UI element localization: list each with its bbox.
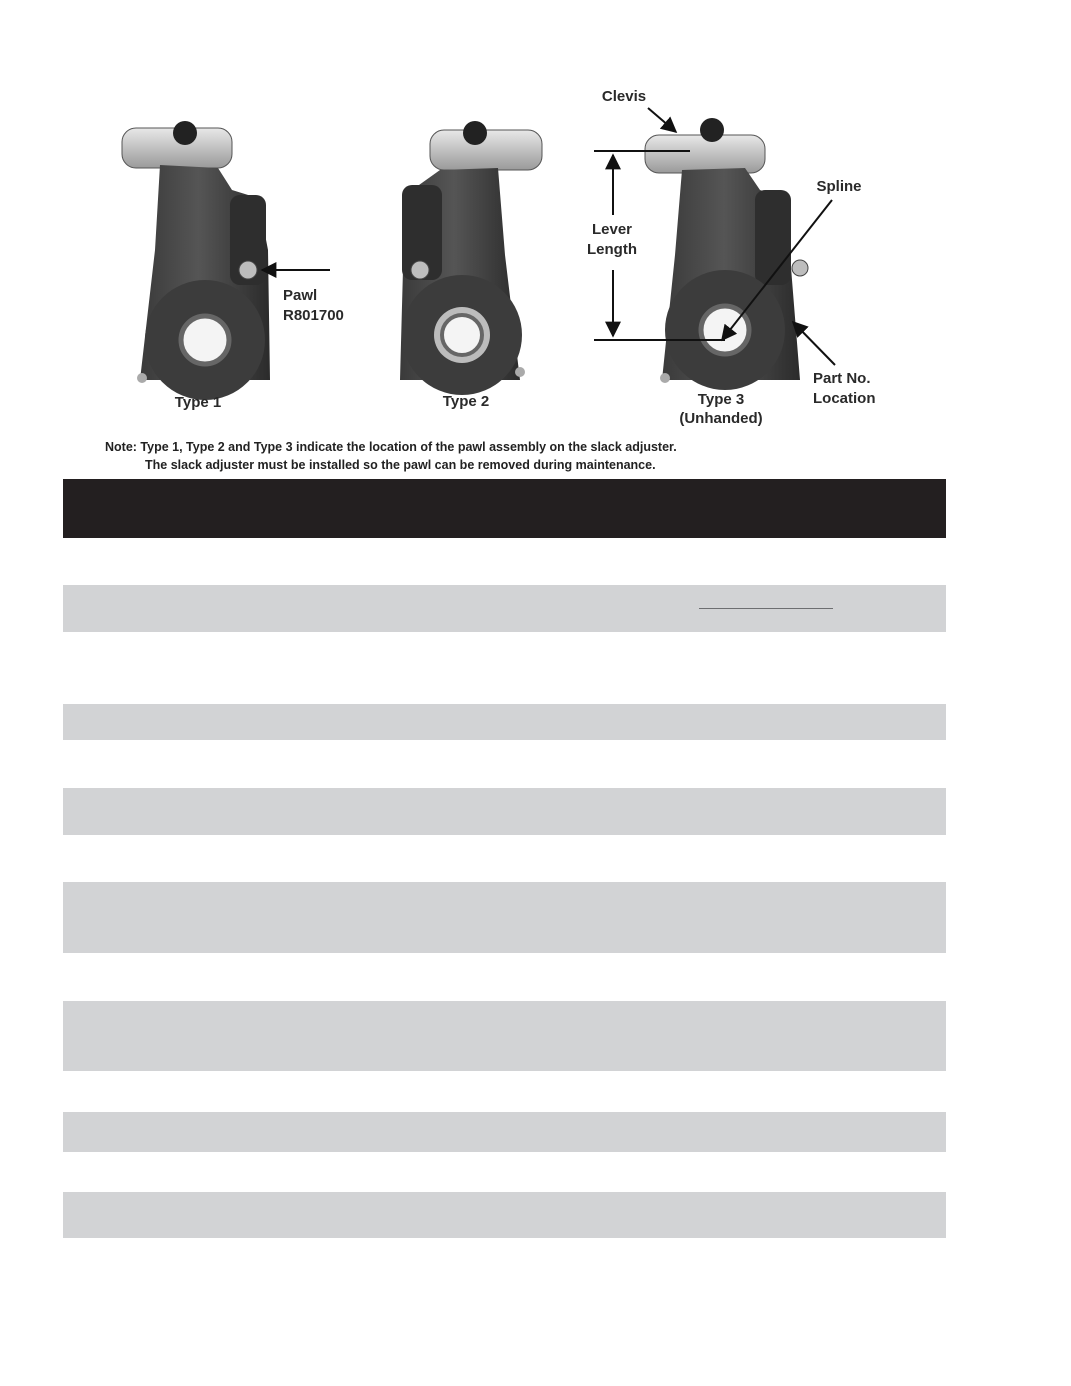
table-row-band xyxy=(63,882,946,953)
figure-note-line1: Note: Type 1, Type 2 and Type 3 indicate the location of the pawl assembly on the slack adjuster. xyxy=(105,440,677,454)
pawl-label-line1: Pawl xyxy=(283,287,318,304)
type3-label-line2: (Unhanded) xyxy=(679,410,763,427)
part-no-label-line1: Part No. xyxy=(813,370,871,387)
figure-note-line2: The slack adjuster must be installed so the pawl can be removed during maintenance. xyxy=(145,458,656,472)
table-row-band xyxy=(63,1001,946,1071)
type1-adjuster-photo xyxy=(122,121,270,400)
lever-length-label-line1: Lever xyxy=(591,221,633,238)
table-row-band xyxy=(63,1192,946,1238)
lever-length-label-line2: Length xyxy=(587,241,637,258)
table-row-band xyxy=(63,704,946,740)
clevis-label: Clevis xyxy=(601,88,647,105)
type1-label: Type 1 xyxy=(174,394,222,411)
spline-label: Spline xyxy=(816,178,862,195)
type3-label-line1: Type 3 xyxy=(697,391,745,408)
pawl-part-number: R801700 xyxy=(283,307,344,324)
type2-label: Type 2 xyxy=(442,393,490,410)
table-header-bar xyxy=(63,479,946,538)
part-no-arrow xyxy=(793,322,835,365)
clevis-arrow xyxy=(648,108,676,132)
table-row-band xyxy=(63,788,946,835)
part-no-label-line2: Location xyxy=(813,390,876,407)
type2-adjuster-photo xyxy=(400,121,542,395)
table-row-band xyxy=(63,1112,946,1152)
table-underline xyxy=(699,608,833,609)
type3-adjuster-photo xyxy=(645,118,808,390)
